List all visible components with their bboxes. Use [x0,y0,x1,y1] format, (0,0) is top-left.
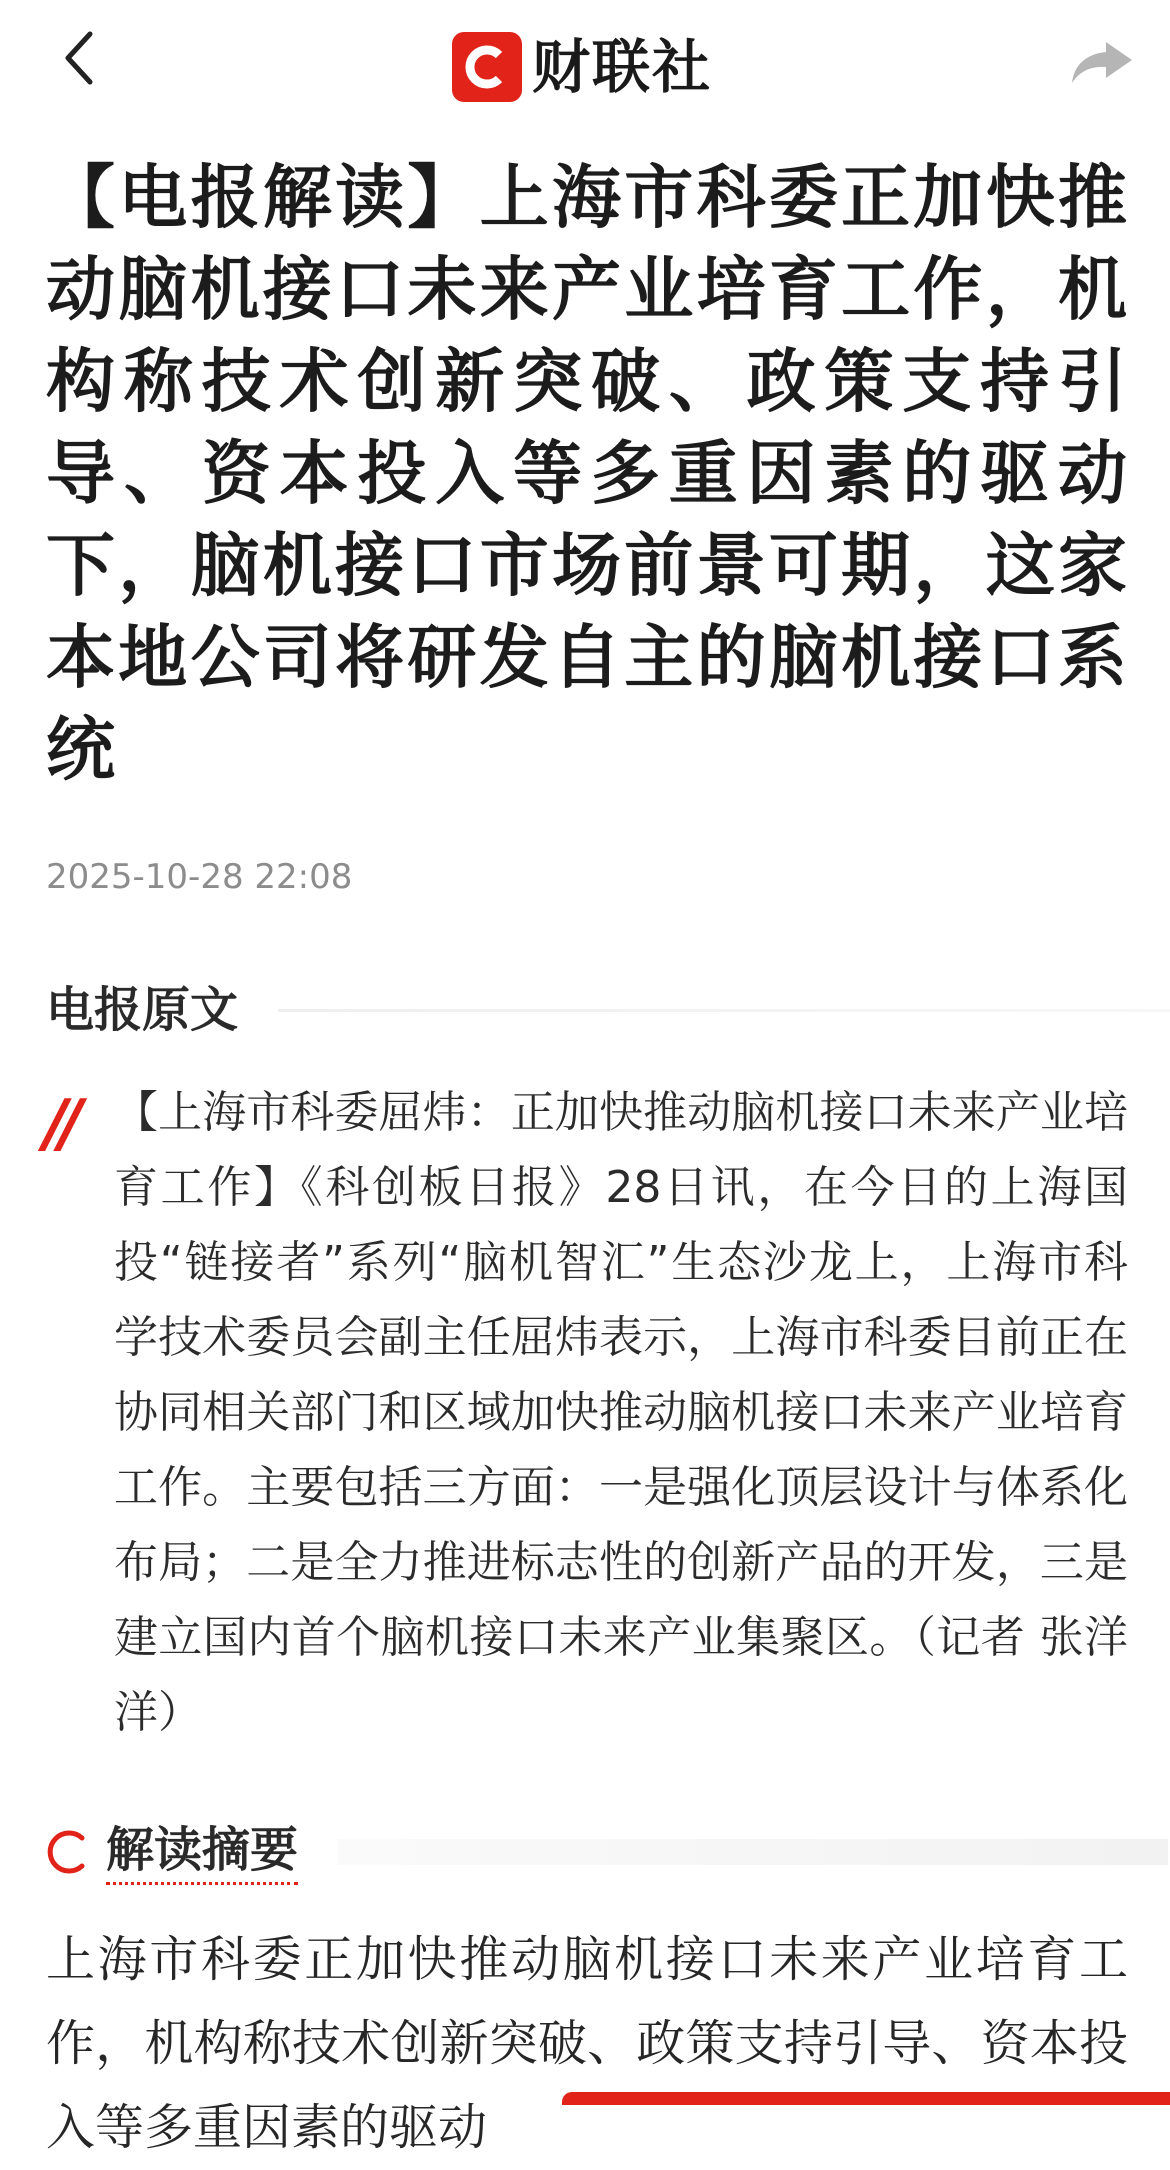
article-headline: 【电报解读】上海市科委正加快推动脑机接口未来产业培育工作，机构称技术创新突破、政策支持引导、资本投入等多重因素的驱动下，脑机接口市场前景可期，这家本地公司将研发自主的脑机接口系统 [46,158,1128,790]
section-divider [278,1009,1170,1012]
logo-mark [452,32,522,102]
summary-title: 解读摘要 [106,1820,298,1885]
chevron-left-icon [60,28,100,88]
summary-body: 上海市科委正加快推动脑机接口未来产业培育工作，机构称技术创新突破、政策支持引导、资本投入等多重因素的驱动 [46,1931,1128,2156]
logo-text: 财联社 [532,33,713,101]
section-divider [338,1839,1168,1865]
summary-section-header [44,1822,1168,1882]
logo-c-icon [461,41,513,93]
summary-c-icon [44,1828,92,1876]
quote-mark-icon: // [44,1087,75,1161]
publish-timestamp: 2025-10-28 22:08 [46,857,353,897]
original-text-section-header [46,980,1170,1040]
original-text-body: 【上海市科委屈炜：正加快推动脑机接口未来产业培育工作】《科创板日报》28日讯，在今日的上海国投“链接者”系列“脑机智汇”生态沙龙上，上海市科学技术委员会副主任屈炜表示，上海市科委目前正在协同相关部门和区域加快推动脑机接口未来产业培育工作。主要包括三方面：一是强化顶层设计与体系化布局；二是全力推进标志性的创新产品的开发，三是建立国内首个脑机接口未来产业集聚区。（记者 张洋洋） [114,1087,1128,1738]
cls-logo [452,30,712,104]
back-button[interactable] [44,22,116,94]
top-navigation-bar [0,0,1170,130]
original-text-title: 电报原文 [46,982,239,1038]
share-arrow-icon [1070,38,1134,86]
share-button[interactable] [1066,26,1138,98]
bottom-action-bar-edge [562,2092,1170,2105]
